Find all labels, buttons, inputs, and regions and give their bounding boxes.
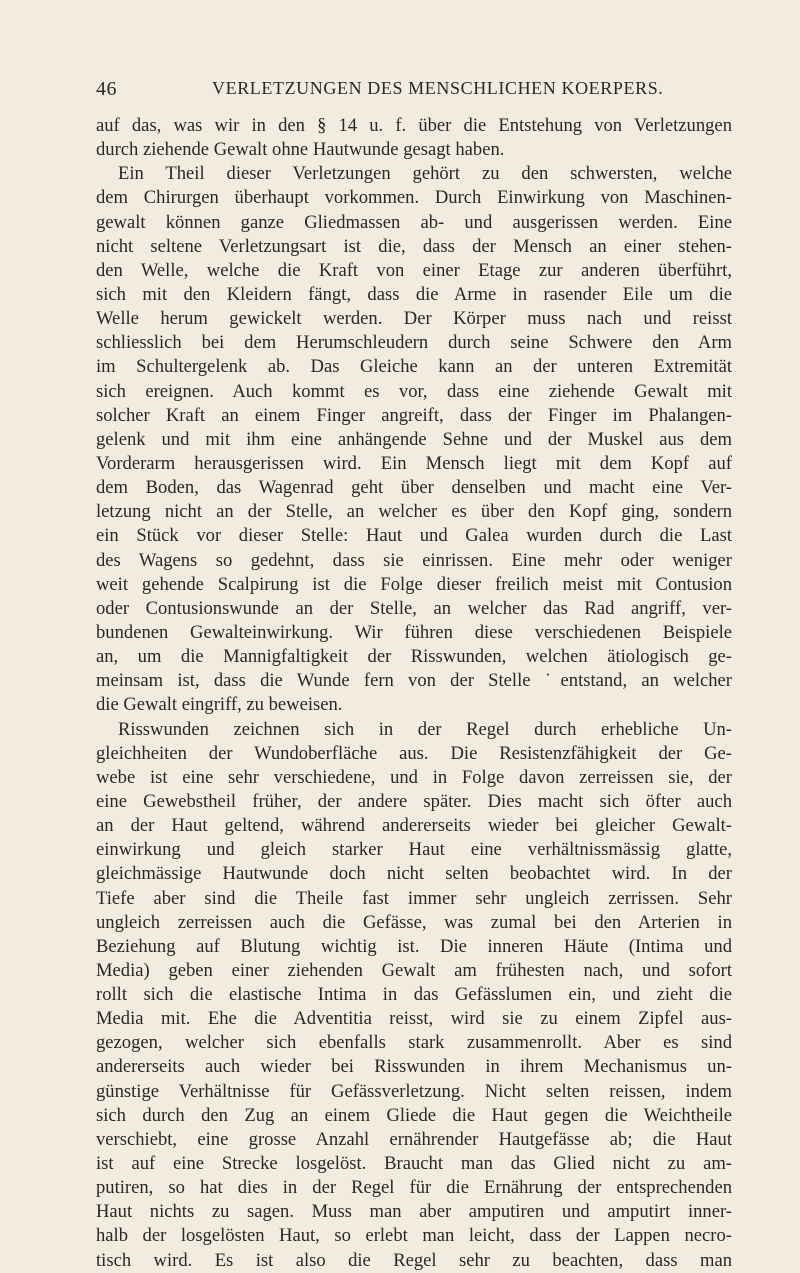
text-line: einwirkung und gleich starker Haut eine verhältnissmässig glatte, (96, 839, 732, 861)
text-line: ungleich zerreissen auch die Gefässe, was zumal bei den Arterien in (96, 911, 732, 933)
text-line: an, um die Mannigfaltigkeit der Risswunden, welchen ätiologisch ge- (96, 646, 732, 668)
text-line: Welle herum gewickelt werden. Der Körper muss nach und reisst (96, 308, 732, 330)
text-line: oder Contusionswunde an der Stelle, an welcher das Rad angriff, ver- (96, 597, 732, 619)
text-line: Media mit. Ehe die Adventitia reisst, wird sie zu einem Zipfel aus- (96, 1008, 732, 1030)
text-line: durch ziehende Gewalt ohne Hautwunde gesagt haben. (96, 139, 505, 161)
text-line: letzung nicht an der Stelle, an welcher es über den Kopf ging, sondern (96, 501, 732, 523)
text-line: auf das, was wir in den § 14 u. f. über die Entstehung von Verletzungen (96, 115, 732, 136)
text-line: an der Haut geltend, während andererseits wieder bei gleicher Gewalt- (96, 815, 732, 837)
text-line: Media) geben einer ziehenden Gewalt am frühesten nach, und sofort (96, 959, 732, 981)
text-line: bundenen Gewalteinwirkung. Wir führen diese verschiedenen Beispiele (96, 621, 732, 643)
text-line: sich ereignen. Auch kommt es vor, dass eine ziehende Gewalt mit (96, 380, 732, 402)
text-line: rollt sich die elastische Intima in das Gefässlumen ein, und zieht die (96, 984, 732, 1006)
text-line: ein Stück vor dieser Stelle: Haut und Galea wurden durch die Last (96, 525, 732, 547)
text-line: webe ist eine sehr verschiedene, und in Folge davon zerreissen sie, der (96, 766, 732, 788)
page-number: 46 (96, 78, 117, 100)
text-line: die Gewalt eingriff, zu beweisen. (96, 694, 343, 716)
text-line: ist auf eine Strecke losgelöst. Braucht man das Glied nicht zu am- (96, 1153, 732, 1175)
text-line: günstige Verhältnisse für Gefässverletzung. Nicht selten reissen, indem (96, 1080, 732, 1102)
text-line: weit gehende Scalpirung ist die Folge dieser freilich meist mit Contusion (96, 573, 732, 595)
text-line: gewalt können ganze Gliedmassen ab- und ausgerissen werden. Eine (96, 211, 732, 233)
text-line: gleichmässige Hautwunde doch nicht selten beobachtet wird. In der (96, 863, 732, 885)
text-line: andererseits auch wieder bei Risswunden in ihrem Mechanismus un- (96, 1056, 732, 1078)
text-line: dem Chirurgen überhaupt vorkommen. Durch Einwirkung von Maschinen- (96, 187, 732, 209)
text-line: tisch wird. Es ist also die Regel sehr zu beachten, dass man (96, 1249, 732, 1271)
text-line: Tiefe aber sind die Theile fast immer sehr ungleich zerrissen. Sehr (96, 887, 732, 909)
text-line: verschiebt, eine grosse Anzahl ernährender Hautgefässe ab; die Haut (96, 1128, 732, 1150)
text-line: Beziehung auf Blutung wichtig ist. Die inneren Häute (Intima und (96, 935, 732, 957)
text-line: den Welle, welche die Kraft von einer Etage zur anderen überführt, (96, 259, 732, 281)
text-line: Haut nichts zu sagen. Muss man aber amputiren und amputirt inner- (96, 1201, 732, 1223)
text-line: gezogen, welcher sich ebenfalls stark zusammenrollt. Aber es sind (96, 1032, 732, 1054)
running-title: VERLETZUNGEN DES MENSCHLICHEN KOERPERS. (212, 78, 664, 98)
text-line: des Wagens so gedehnt, dass sie einrissen. Eine mehr oder weniger (96, 549, 732, 571)
text-line: gleichheiten der Wundoberfläche aus. Die Resistenzfähigkeit der Ge- (96, 742, 732, 764)
text-line: meinsam ist, dass die Wunde fern von der Stelle ˙entstand, an welcher (96, 670, 732, 692)
text-line: dem Boden, das Wagenrad geht über denselben und macht eine Ver- (96, 477, 732, 499)
text-line: solcher Kraft an einem Finger angreift, dass der Finger im Phalangen- (96, 404, 732, 426)
text-line: schliesslich bei dem Herumschleudern durch seine Schwere den Arm (96, 332, 732, 354)
text-line: gelenk und mit ihm eine anhängende Sehne und der Muskel aus dem (96, 428, 732, 450)
body-text (96, 114, 732, 1273)
text-line: Ein Theil dieser Verletzungen gehört zu den schwersten, welche (118, 163, 732, 185)
text-line: sich durch den Zug an einem Gliede die Haut gegen die Weichtheile (96, 1104, 732, 1126)
page-header (96, 78, 732, 106)
text-line: halb der losgelösten Haut, so erlebt man leicht, dass der Lappen necro- (96, 1225, 732, 1247)
text-line: im Schultergelenk ab. Das Gleiche kann an der unteren Extremität (96, 356, 732, 378)
text-line: putiren, so hat dies in der Regel für die Ernährung der entsprechenden (96, 1177, 732, 1199)
text-line: eine Gewebstheil früher, der andere später. Dies macht sich öfter auch (96, 790, 732, 812)
text-line: sich mit den Kleidern fängt, dass die Arme in rasender Eile um die (96, 283, 732, 305)
text-line: Risswunden zeichnen sich in der Regel durch erhebliche Un- (118, 718, 732, 740)
text-line: nicht seltene Verletzungsart ist die, dass der Mensch an einer stehen- (96, 235, 732, 257)
text-line: Vorderarm herausgerissen wird. Ein Mensch liegt mit dem Kopf auf (96, 452, 732, 474)
